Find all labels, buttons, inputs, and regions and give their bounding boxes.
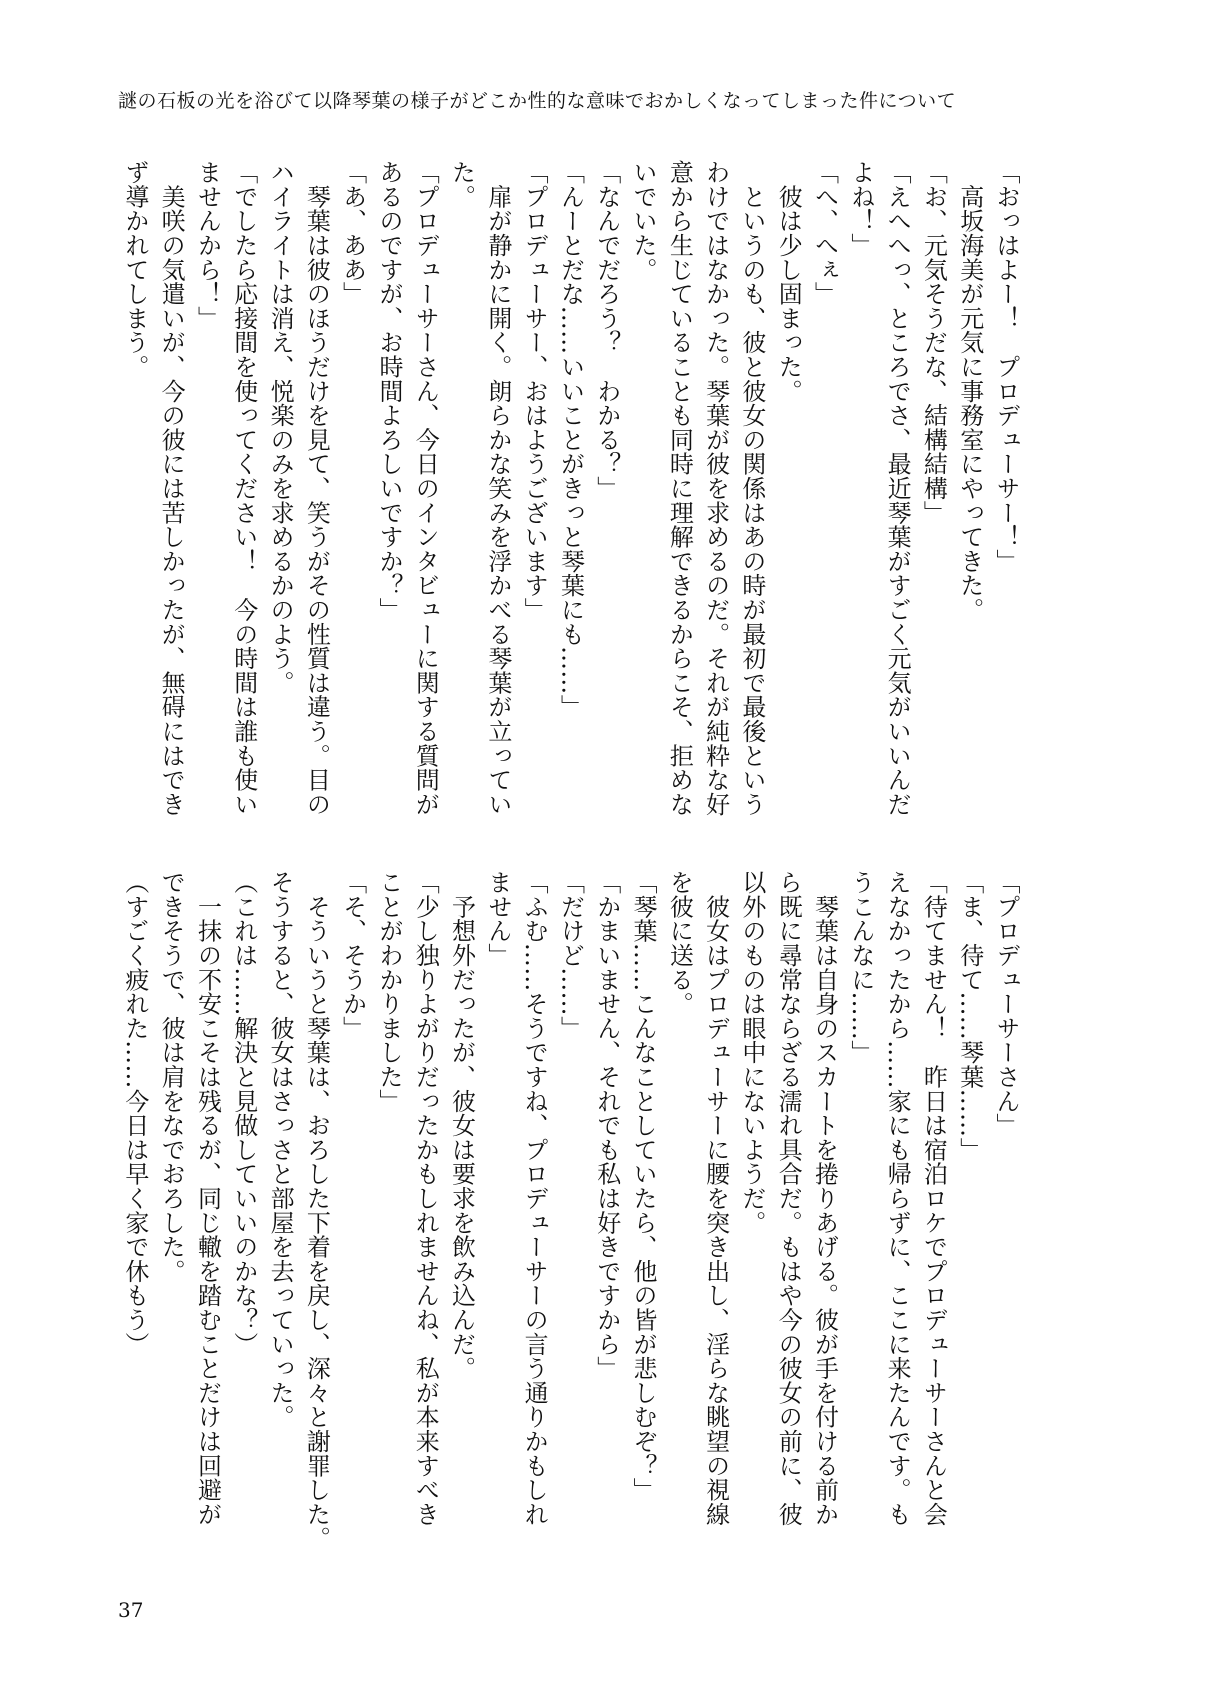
text-line: た。 bbox=[447, 160, 476, 209]
text-line: 「ふむ……そうですね、プロデューサーの言う通りかもしれ bbox=[520, 870, 549, 1527]
text-line: 「へ、へぇ」 bbox=[810, 160, 839, 306]
text-line: できそうで、彼は肩をなでおろした。 bbox=[157, 870, 186, 1284]
text-block-top bbox=[117, 160, 1024, 820]
text-line: 高坂海美が元気に事務室にやってきた。 bbox=[955, 160, 984, 622]
text-line: 「だけど……」 bbox=[556, 870, 585, 1041]
text-line: ません」 bbox=[483, 870, 512, 968]
text-line: 琴葉は自身のスカートを捲りあげる。彼が手を付ける前か bbox=[810, 870, 839, 1527]
text-line: 「なんでだろう？ わかる？」 bbox=[592, 160, 621, 501]
text-line: 「でしたら応接間を使ってください！ 今の時間は誰も使い bbox=[229, 160, 258, 817]
text-line: 「あ、ああ」 bbox=[338, 160, 367, 306]
text-line: そうすると、彼女はさっさと部屋を去っていった。 bbox=[266, 870, 295, 1429]
text-line: を彼に送る。 bbox=[665, 870, 694, 1016]
text-line: （すごく疲れた……今日は早く家で休もう） bbox=[120, 870, 149, 1356]
text-line: そういうと琴葉は、おろした下着を戻し、深々と謝罪した。 bbox=[302, 870, 331, 1551]
text-line: よね！」 bbox=[846, 160, 875, 258]
text-line: というのも、彼と彼女の関係はあの時が最初で最後という bbox=[737, 160, 766, 817]
text-line: 「お、元気そうだな、結構結構」 bbox=[919, 160, 948, 525]
text-line: ハイライトは消え、悦楽のみを求めるかのよう。 bbox=[266, 160, 295, 695]
text-line: 「おっはよー！ プロデューサー！」 bbox=[992, 160, 1020, 574]
text-line: （これは……解決と見做していいのかな？） bbox=[229, 870, 258, 1356]
text-line: 以外のものは眼中にないようだ。 bbox=[737, 870, 766, 1235]
text-line: 「プロデューサーさん、今日のインタビューに関する質問が bbox=[411, 160, 440, 817]
text-line: 「プロデューサーさん」 bbox=[992, 870, 1020, 1138]
text-line: 「琴葉……こんなことしていたら、他の皆が悲しむぞ？」 bbox=[629, 870, 658, 1502]
text-line: あるのですが、お時間よろしいですか？」 bbox=[374, 160, 403, 622]
text-line: うこんなに……」 bbox=[846, 870, 875, 1065]
text-block-bottom bbox=[117, 870, 1024, 1551]
text-line: 意から生じていることも同時に理解できるからこそ、拒めな bbox=[665, 160, 694, 817]
text-line: 一抹の不安こそは残るが、同じ轍を踏むことだけは回避が bbox=[193, 870, 222, 1527]
text-line: 「そ、そうか」 bbox=[338, 870, 367, 1041]
text-line: ませんから！」 bbox=[193, 160, 222, 331]
text-line: いでいた。 bbox=[629, 160, 658, 282]
text-line: わけではなかった。琴葉が彼を求めるのだ。それが純粋な好 bbox=[701, 160, 730, 817]
text-line: 「んーとだな……いいことがきっと琴葉にも……」 bbox=[556, 160, 585, 719]
text-line: 「待てません！ 昨日は宿泊ロケでプロデューサーさんと会 bbox=[919, 870, 948, 1527]
text-line: えなかったから……家にも帰らずに、ここに来たんです。も bbox=[883, 870, 912, 1527]
text-line: ことがわかりました」 bbox=[374, 870, 403, 1113]
text-line: 美咲の気遣いが、今の彼には苦しかったが、無碍にはでき bbox=[157, 160, 186, 817]
text-line: ず導かれてしまう。 bbox=[120, 160, 149, 379]
text-line: 扉が静かに開く。朗らかな笑みを浮かべる琴葉が立ってい bbox=[483, 160, 512, 817]
text-line: ら既に尋常ならざる濡れ具合だ。もはや今の彼女の前に、彼 bbox=[774, 870, 803, 1527]
page-number: 37 bbox=[118, 1598, 144, 1622]
text-line: 「えへへっ、ところでさ、最近琴葉がすごく元気がいいんだ bbox=[883, 160, 912, 817]
running-header-title: 謎の石板の光を浴びて以降琴葉の様子がどこか性的な意味でおかしくなってしまった件について bbox=[118, 90, 957, 112]
text-line: 彼は少し固まった。 bbox=[774, 160, 803, 403]
text-line: 「少し独りよがりだったかもしれませんね、私が本来すべき bbox=[411, 870, 440, 1527]
text-line: 「プロデューサー、おはようございます」 bbox=[520, 160, 549, 622]
text-line: 彼女はプロデューサーに腰を突き出し、淫らな眺望の視線 bbox=[701, 870, 730, 1527]
text-line: 予想外だったが、彼女は要求を飲み込んだ。 bbox=[447, 870, 476, 1381]
text-line: 「かまいません、それでも私は好きですから」 bbox=[592, 870, 621, 1381]
text-line: 琴葉は彼のほうだけを見て、笑うがその性質は違う。目の bbox=[302, 160, 331, 817]
text-line: 「ま、待て……琴葉……」 bbox=[955, 870, 984, 1162]
